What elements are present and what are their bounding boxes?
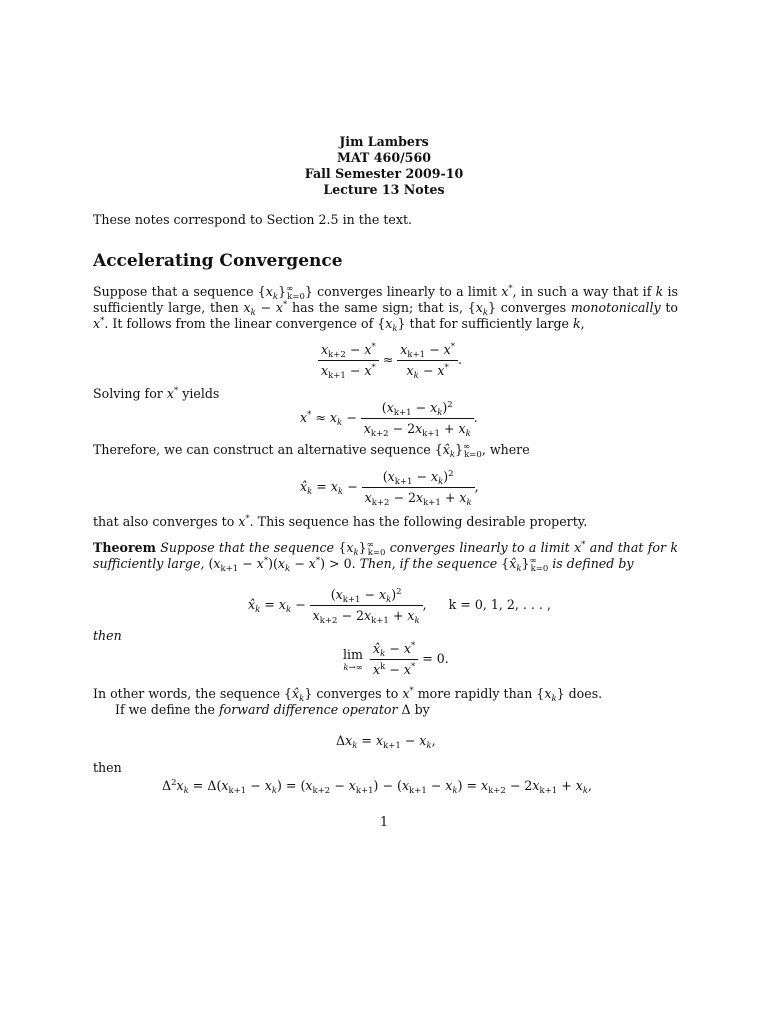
rapid-convergence-text: In other words, the sequence $\{x̂_k\}$ converges to x* more rapidly than $\{x_k\}$ does. [93,686,603,704]
theorem-statement: Theorem Suppose that the sequence $\{x_k\}^\infty_{k=0}$ converges linearly to a limit x* and that for k sufficiently large, $(x_{k+1} - x^*)(x_k - x^*) > 0$. Then, if the sequence $\{x̂_k\}^\infty_{k=0}$ is defined by [93,540,678,574]
course-code: MAT 460/560 [337,150,431,165]
converges-text: that also converges to x*. This sequence has the following desirable property. [93,514,588,529]
equation-delta-squared: $\Delta^2x_k = \Delta(x_{k+1} - x_k) = (x_{k+2} - x_{k+1}) - (x_{k+1} - x_k) = x_{k+2} - 2x_{k+1} + x_k$, [162,778,593,796]
equation-delta: $\Delta x_k = x_{k+1} - x_k$, [336,733,436,751]
then-text: then [93,760,122,775]
forward-difference-text: If we define the forward difference operator Δ by [115,702,430,717]
intro-text: These notes correspond to Section 2.5 in the text. [93,212,413,227]
section-heading: Accelerating Convergence [93,251,343,271]
lecture-title: Lecture 13 Notes [323,182,445,197]
author-name: Jim Lambers [339,134,429,149]
equation-ratio-approx: $\frac{x_{k+2} - x^*}{x_{k+1} - x^*}$ ≈ $\frac{x_{k+1} - x^*}{x_k - x^*}$ . [318,342,462,379]
page-number: 1 [379,814,388,829]
equation-limit: lim k→∞ $\frac{x̂_k - x^*}{x^k - x^*}$ = 0. [343,641,449,677]
theorem-label: Theorem [93,540,156,555]
theorem-then: then [93,628,122,643]
equation-theorem-def: $x̂_k = x_k$ − $\frac{(x_{k+1} - x_k)^2}{x_{k+2} - 2x_{k+1} + x_k}$ , k = 0, 1, 2, . . . , [248,587,551,626]
paragraph-linear-convergence: Suppose that a sequence $\{x_k\}^\infty_{k=0}$} converges linearly to a limit x*, in such a way that if k is sufficiently large, then $x_k - x^*$ has the same sign; that is, $\{x_k\}$ converges monotonically to x*. It follows from the linear convergence of $\{x_k\}$ that for sufficiently large k, [93,284,678,334]
equation-xstar: $x^* \approx x_k$ − $\frac{(x_{k+1} - x_k)^2}{x_{k+2} - 2x_{k+1} + x_k}$ . [300,400,478,439]
semester: Fall Semester 2009-10 [304,166,464,181]
equation-xhat: $x̂_k = x_k$ − $\frac{(x_{k+1} - x_k)^2}{x_{k+2} - 2x_{k+1} + x_k}$ , [300,469,479,508]
therefore-text: Therefore, we can construct an alternative sequence $\{x̂_k\}^\infty_{k=0}$, where [93,442,530,460]
solving-text: Solving for x* yields [93,386,220,401]
